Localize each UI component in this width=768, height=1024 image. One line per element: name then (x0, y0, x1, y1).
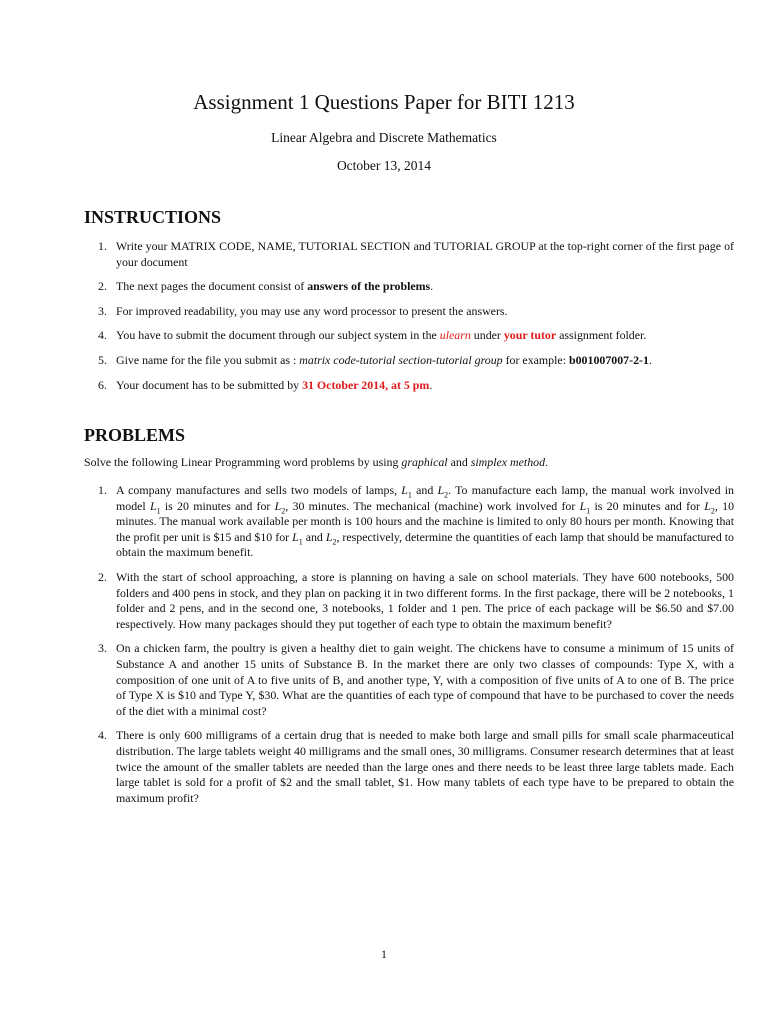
ulearn-text: ulearn (439, 328, 471, 343)
your-tutor-text: your tutor (503, 328, 557, 343)
instruction-item: 5. Give name for the file you submit as : matrix code-tutorial section-tutorial group for example: b001007007-2-1. (98, 352, 652, 367)
problems-intro: Solve the following Linear Programming word problems by using graphical and simplex method. (84, 455, 549, 469)
problem-item: 3. On a chicken farm, the poultry is given a healthy diet to gain weight. The chickens have to consume a minimum of 15 units of Substance A and another 15 units of Substance B. In the market there are only two classes of compounds: Type X, with a composition of one unit of A to five units of B, and another type, Y, with a composition of five units of A to one of B. The price of Type X is $10 and Type Y, $30. What are the quantities of each type of compound that have to be purchased to cover the needs of the diet with a minimal cost? (98, 641, 734, 718)
instruction-item: 4. You have to submit the document through our subject system in the ulearn under your tutor assignment folder. (98, 328, 647, 343)
document-date: October 13, 2014 (336, 158, 432, 173)
instruction-item: 6. Your document has to be submitted by 31 October 2014, at 5 pm. (98, 377, 433, 392)
instruction-item: 1. Write your MATRIX CODE, NAME, TUTORIAL SECTION and TUTORIAL GROUP at the top-right corner of the first page of your document (98, 239, 734, 269)
instructions-list (84, 239, 734, 393)
problems-list (84, 483, 734, 806)
deadline-text: 31 October 2014, at 5 pm (302, 377, 430, 392)
instruction-item: 3. For improved readability, you may use any word processor to present the answers. (98, 303, 508, 318)
problem-item: 2. With the start of school approaching, a store is planning on having a sale on school materials. They have 600 notebooks, 500 folders and 400 pens in stock, and they plan on packing it in two different forms. In the first package, there will be 2 notebooks, 1 folder and 2 pens, and in the second one, 3 notebooks, 1 folder and 1 pen. The price of each package will be $6.50 and $7.00 respectively. How many packages should they put together of each type to obtain the maximum benefit? (98, 569, 734, 631)
problems-heading: PROBLEMS (84, 425, 186, 445)
page-number: 1 (381, 947, 387, 961)
document-title: Assignment 1 Questions Paper for BITI 1213 (193, 90, 575, 114)
problem-item: 1. A company manufactures and sells two models of lamps, $L_1$ and $L_2$. To manufacture each lamp, the manual work involved in model $L_1$ is 20 minutes and for $L_2$, 30 minutes. The mechanical (machine) work involved for $L_1$ is 20 minutes and for $L_2$, 10 minutes. The manual work available per month is 100 hours and the machine is limited to only 80 hours per month. Knowing that the profit per unit is $15 and $10 for $L_1$ and $L_2$, respectively, determine the quantities of each lamp that should be manufactured to obtain the maximum benefit. (98, 483, 735, 560)
document-subtitle: Linear Algebra and Discrete Mathematics (271, 130, 497, 145)
instructions-heading: INSTRUCTIONS (84, 207, 222, 227)
instruction-item: 2. The next pages the document consist of answers of the problems. (98, 279, 434, 294)
problem-item: 4. There is only 600 milligrams of a certain drug that is needed to make both large and small pills for small scale pharmaceutical distribution. The large tablets weight 40 milligrams and the small ones, 30 milligrams. Consumer research determines that at least twice the amount of the smaller tablets are needed than the large ones and there needs to be least three large tablets made. Each large tablet is sold for a profit of $2 and the small tablet, $1. How many tablets of each type have to be prepared to obtain the maximum profit? (98, 728, 734, 805)
